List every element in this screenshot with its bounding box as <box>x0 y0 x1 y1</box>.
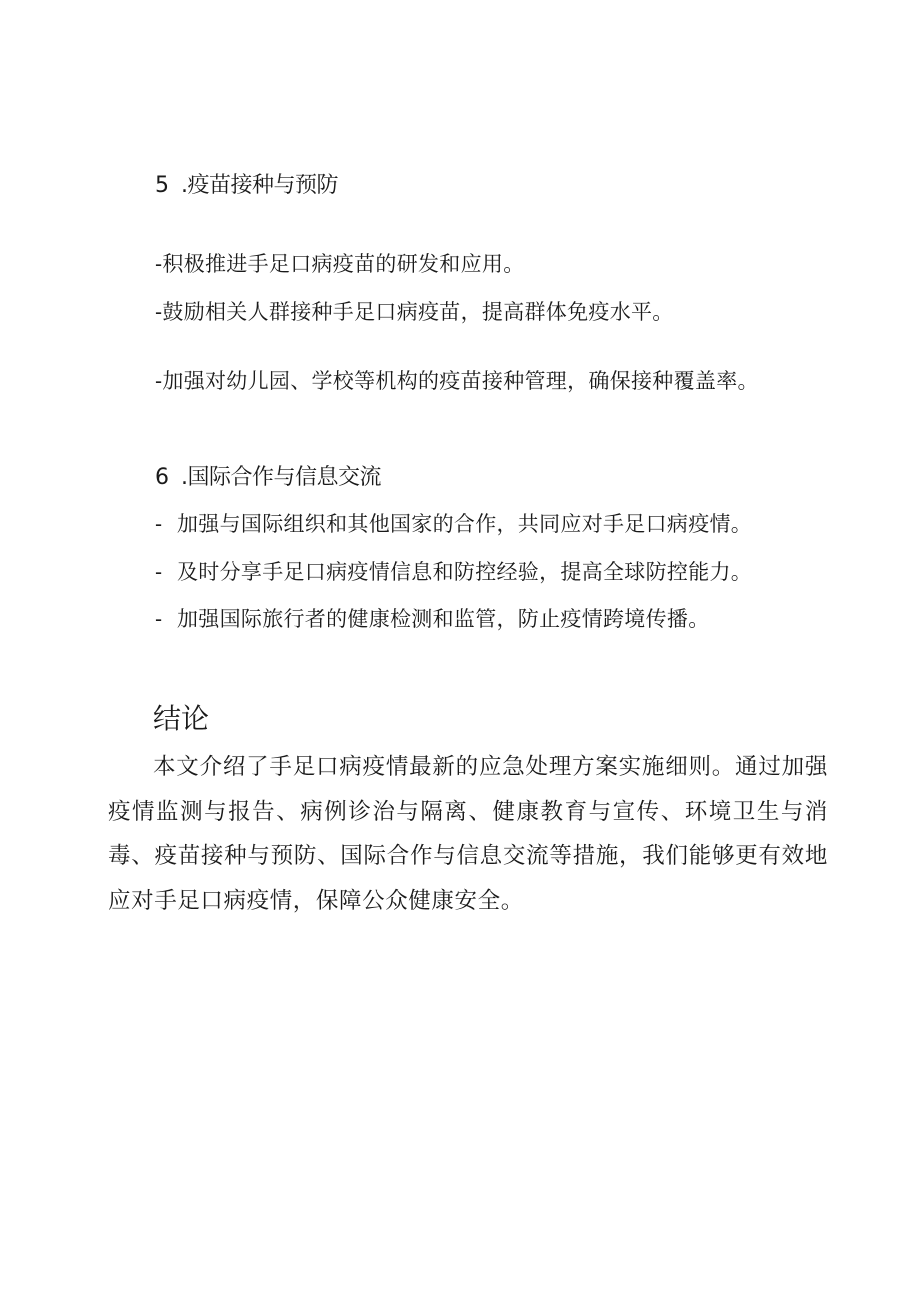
section-6-item-1-dash: - <box>155 512 163 536</box>
section-6-item-2-text: 及时分享手足口病疫情信息和防控经验，提高全球防控能力。 <box>177 560 753 584</box>
section-6-number: 6 <box>155 465 169 490</box>
section-6-item-3 <box>155 603 710 633</box>
section-6-item-3-dash: - <box>155 607 163 631</box>
section-5-item-1: -积极推进手足口病疫苗的研发和应用。 <box>155 252 525 276</box>
section-6-item-1-text: 加强与国际组织和其他国家的合作，共同应对手足口病疫情。 <box>177 512 753 536</box>
section-6-item-1 <box>155 508 752 538</box>
conclusion-heading: 结论 <box>153 702 210 735</box>
section-5-heading <box>155 168 338 199</box>
section-5-title: .疫苗接种与预防 <box>181 173 338 198</box>
section-6-item-2 <box>155 556 752 586</box>
section-6-item-3-text: 加强国际旅行者的健康检测和监管，防止疫情跨境传播。 <box>177 607 710 631</box>
section-6-title: .国际合作与信息交流 <box>181 465 381 490</box>
section-5-number: 5 <box>155 173 169 198</box>
section-5-item-3: -加强对幼儿园、学校等机构的疫苗接种管理，确保接种覆盖率。 <box>155 369 759 393</box>
section-6-heading <box>155 460 381 491</box>
section-6-item-2-dash: - <box>155 560 163 584</box>
section-5-item-2: -鼓励相关人群接种手足口病疫苗，提高群体免疫水平。 <box>155 300 674 324</box>
conclusion-paragraph: 本文介绍了手足口病疫情最新的应急处理方案实施细则。通过加强疫情监测与报告、病例诊治与隔离、健康教育与宣传、环境卫生与消毒、疫苗接种与预防、国际合作与信息交流等措施，我们能够更有效地应对手足口病疫情，保障公众健康安全。 <box>108 754 828 914</box>
